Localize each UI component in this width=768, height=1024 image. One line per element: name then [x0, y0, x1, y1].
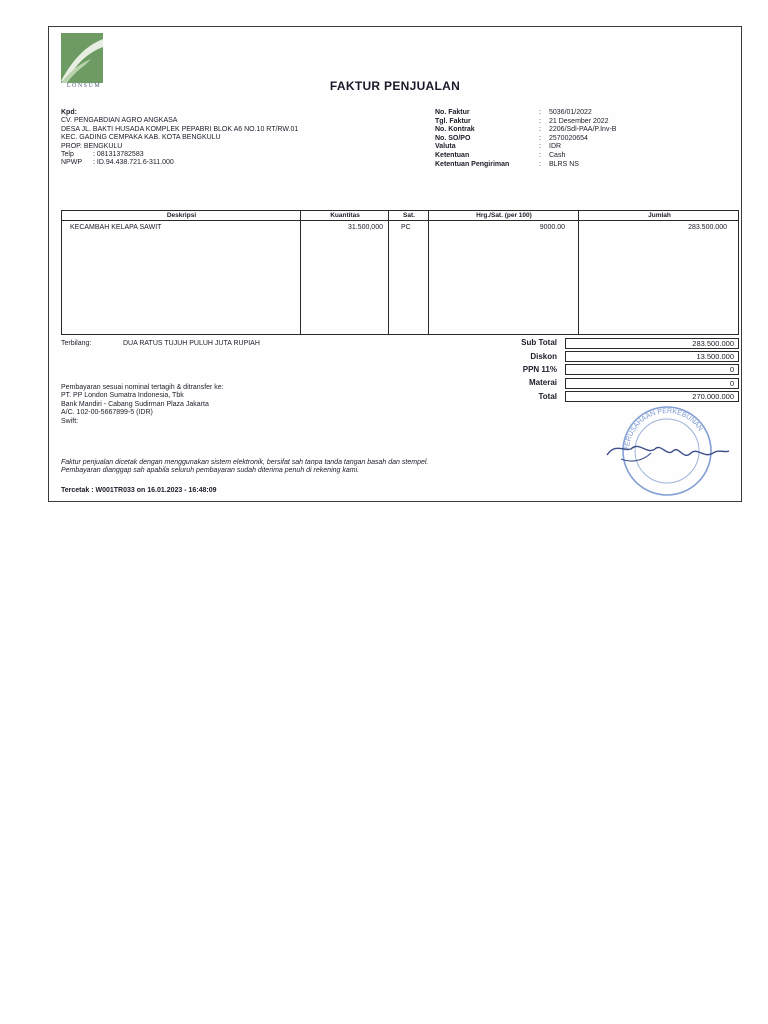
- payment-instructions: [61, 384, 361, 426]
- cell-jumlah: 283.500.000: [688, 224, 727, 231]
- total-value: 0: [565, 364, 739, 375]
- buyer-npwp: [61, 159, 361, 167]
- total-row: [489, 376, 739, 389]
- header-harga: Hrg./Sat. (per 100): [476, 212, 532, 219]
- meta-label: No. Kontrak: [435, 126, 475, 134]
- totals-block: [489, 336, 739, 403]
- meta-value: Cash: [549, 151, 566, 159]
- meta-label: No. SO/PO: [435, 134, 471, 142]
- npwp-label: NPWP: [61, 159, 82, 167]
- npwp-value: : ID.94.438.721.6-311.000: [93, 159, 174, 167]
- buyer-line: KEC. GADING CEMPAKA KAB. KOTA BENGKULU: [61, 134, 221, 142]
- total-row: [489, 336, 739, 349]
- cell-deskripsi: KECAMBAH KELAPA SAWIT: [70, 224, 162, 231]
- meta-value: 5036/01/2022: [549, 109, 592, 116]
- items-table: [61, 210, 739, 335]
- stamp-text: PERUSAHAAN PERKEBUNAN: [623, 407, 704, 452]
- terbilang-value: DUA RATUS TUJUH PULUH JUTA RUPIAH: [123, 340, 260, 347]
- header-divider: [62, 220, 738, 221]
- meta-value: 21 Desember 2022: [549, 117, 609, 125]
- total-label: Sub Total: [521, 338, 557, 348]
- meta-colon: :: [539, 134, 541, 142]
- total-label: Diskon: [530, 351, 557, 361]
- meta-row: [435, 152, 685, 161]
- total-row: [489, 349, 739, 362]
- meta-label: Tgl. Faktur: [435, 117, 471, 125]
- telp-label: Telp: [61, 151, 74, 159]
- meta-row: [435, 118, 685, 127]
- meta-row: [435, 135, 685, 144]
- meta-value: IDR: [549, 143, 562, 151]
- payment-line: Swift:: [61, 417, 79, 425]
- payment-line: Bank Mandiri - Cabang Sudirman Plaza Jakarta: [61, 400, 209, 408]
- meta-colon: :: [539, 160, 541, 168]
- total-value: 13.500.000: [565, 351, 739, 362]
- payment-line: A/C. 102-00-5667899-5 (IDR): [61, 409, 153, 417]
- buyer-line: CV. PENGABDIAN AGRO ANGKASA: [61, 117, 178, 125]
- cell-sat: PC: [401, 224, 411, 231]
- meta-label: No. Faktur: [435, 109, 470, 116]
- meta-colon: :: [539, 151, 541, 159]
- meta-colon: :: [539, 126, 541, 134]
- terbilang-label: Terbilang:: [61, 340, 92, 347]
- total-label: Total: [538, 391, 557, 401]
- meta-colon: :: [539, 117, 541, 125]
- logo-leaf-icon: [61, 33, 103, 83]
- payment-line: Pembayaran sesuai nominal tertagih & ditransfer ke:: [61, 384, 224, 391]
- document-title: FAKTUR PENJUALAN: [329, 79, 461, 93]
- meta-value: BLRS NS: [549, 160, 579, 168]
- meta-row: [435, 143, 685, 152]
- printed-timestamp: Tercetak : W001TR033 on 16.01.2023 - 16:48:09: [61, 487, 217, 494]
- meta-colon: :: [539, 109, 541, 116]
- header-sat: Sat.: [403, 212, 415, 219]
- invoice-sheet: [48, 26, 742, 502]
- cell-harga: 9000.00: [539, 224, 565, 231]
- telp-value: : 081313782583: [93, 151, 144, 159]
- amount-in-words: [61, 340, 260, 347]
- invoice-meta: [435, 109, 685, 169]
- buyer-heading: Kpd:: [61, 109, 77, 116]
- header-kuantitas: Kuantitas: [330, 212, 360, 219]
- cell-kuantitas: 31.500,000: [347, 224, 383, 231]
- payment-line: PT. PP London Sumatra Indonesia, Tbk: [61, 392, 184, 400]
- meta-value: 2570020654: [549, 134, 588, 142]
- meta-label: Ketentuan Pengiriman: [435, 160, 510, 168]
- meta-label: Valuta: [435, 143, 456, 151]
- total-row-grand: [489, 390, 739, 403]
- meta-value: 2206/Sdl-PAA/P.Inv-B: [549, 126, 617, 134]
- meta-row: [435, 109, 685, 118]
- meta-label: Ketentuan: [435, 151, 470, 159]
- logo-text: LONSUM: [66, 83, 102, 89]
- buyer-telp: [61, 151, 361, 159]
- total-value: 270.000.000: [565, 391, 739, 402]
- meta-row: [435, 126, 685, 135]
- total-label: PPN 11%: [522, 364, 557, 374]
- company-stamp-icon: [601, 403, 733, 499]
- buyer-line: DESA JL. BAKTI HUSADA KOMPLEK PEPABRI BLOK A6 NO.10 RT/RW.01: [61, 125, 299, 133]
- total-value: 283.500.000: [565, 338, 739, 349]
- total-label: Materai: [528, 378, 557, 388]
- total-value: 0: [565, 378, 739, 389]
- electronic-note: [61, 459, 621, 476]
- note-line: Faktur penjualan dicetak dengan menggunakan sistem elektronik, bersifat sah tanpa tanda tangan basah dan stempel.: [61, 459, 429, 466]
- meta-row: [435, 161, 685, 170]
- note-line: Pembayaran dianggap sah apabila seluruh pembayaran sudah diterima penuh di rekening kami.: [61, 467, 360, 475]
- header-jumlah: Jumlah: [648, 212, 671, 219]
- header-deskripsi: Deskripsi: [166, 212, 197, 219]
- buyer-block: [61, 109, 361, 168]
- meta-colon: :: [539, 143, 541, 151]
- total-row: [489, 363, 739, 376]
- buyer-line: PROP. BENGKULU: [61, 142, 123, 150]
